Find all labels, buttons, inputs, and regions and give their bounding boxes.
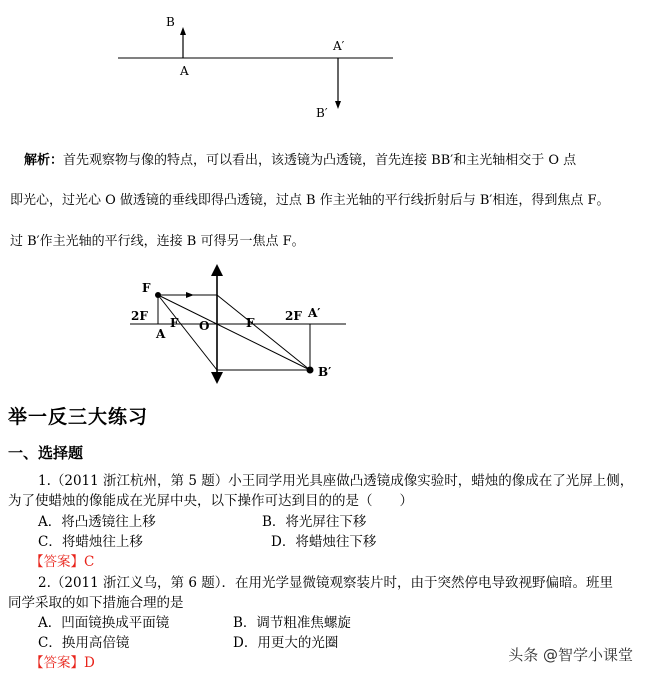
label-O: O — [199, 319, 210, 333]
analysis-label: 解析： — [24, 153, 64, 168]
question-1-option-c: C．将蜡烛往上移 — [38, 534, 143, 550]
question-1-option-b: B．将光屏往下移 — [262, 514, 367, 530]
question-1-option-a: A．将凸透镜往上移 — [38, 514, 156, 530]
label-B-prime: B′ — [316, 106, 328, 120]
analysis-line-2: 即光心，过光心 O 做透镜的垂线即得凸透镜，过点 B 作主光轴的平行线折射后与 B′相连，得到焦点 F。 — [10, 193, 610, 208]
lens-top-arrow — [211, 264, 223, 276]
label-2F-left: 2F — [131, 309, 148, 323]
label-B-prime: B′ — [318, 365, 332, 379]
lens-bottom-arrow — [211, 372, 223, 384]
question-1-line-2: 为了使蜡烛的像能成在光屏中央，以下操作可达到目的的是（ ） — [8, 493, 413, 509]
question-2-option-d: D．用更大的光圈 — [233, 635, 339, 651]
label-F-top: F — [142, 281, 151, 295]
analysis-line-1: 解析：首先观察物与像的特点，可以看出，该透镜为凸透镜，首先连接 BB′和主光轴相交于 O 点 — [24, 153, 577, 168]
object-arrow-head — [180, 27, 186, 35]
question-2-line-1: 2.（2011 浙江义乌，第 6 题）．在用光学显微镜观察装片时，由于突然停电导致视野偏暗。班里 — [38, 575, 613, 591]
label-A: A — [156, 327, 166, 341]
subsection-title: 一、选择题 — [8, 444, 84, 462]
question-2-option-c: C．换用高倍镜 — [38, 635, 130, 651]
label-A: A — [180, 64, 189, 78]
question-1-line-1: 1.（2011 浙江杭州，第 5 题）小王同学用光具座做凸透镜成像实验时，蜡烛的像成在了光屏上侧， — [38, 473, 634, 489]
image-arrow-head — [335, 101, 341, 109]
label-2F-right: 2F — [285, 309, 302, 323]
question-2-line-2: 同学采取的如下措施合理的是 — [8, 595, 184, 611]
label-B: B — [166, 15, 175, 29]
ray-refracted-1 — [217, 295, 310, 370]
label-A-prime: A′ — [308, 306, 321, 320]
object-image-diagram — [0, 0, 647, 130]
lens-ray-diagram — [0, 262, 647, 392]
watermark: 头条 @智学小课堂 — [508, 646, 633, 664]
ray-through-center — [158, 295, 310, 370]
ray-parallel-arrow — [186, 292, 194, 298]
question-1-answer: 【答案】C — [30, 554, 95, 570]
section-title: 举一反三大练习 — [8, 406, 149, 428]
analysis-line-3: 过 B′作主光轴的平行线，连接 B 可得另一焦点 F。 — [10, 234, 305, 249]
question-1-option-d: D．将蜡烛往下移 — [271, 534, 377, 550]
label-A-prime: A′ — [333, 39, 345, 53]
question-2-answer: 【答案】D — [30, 655, 95, 671]
question-2-option-a: A．凹面镜换成平面镜 — [38, 615, 170, 631]
label-F-right: F — [246, 316, 255, 330]
label-F-left: F — [170, 316, 179, 330]
question-2-option-b: B．调节粗准焦螺旋 — [233, 615, 351, 631]
